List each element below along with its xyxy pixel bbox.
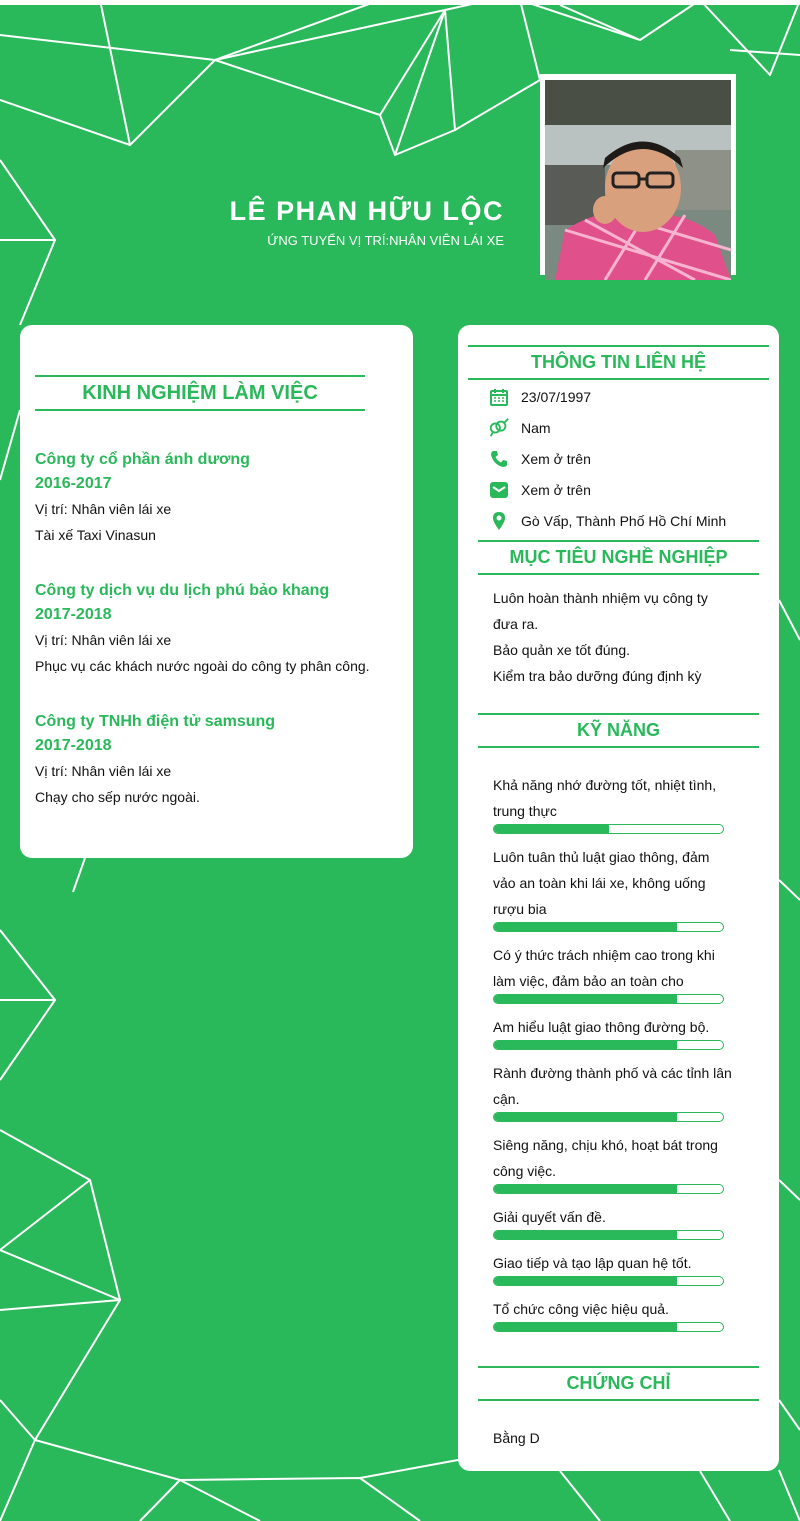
skill-bar-fill [494, 1323, 677, 1331]
contact-text: Xem ở trên [521, 451, 591, 467]
objective-line: Kiểm tra bảo dưỡng đúng định kỳ [493, 668, 702, 684]
job-entry [35, 448, 250, 548]
skill-label: Có ý thức trách nhiệm cao trong khi làm việc, đảm bảo an toàn cho [493, 947, 715, 989]
skill-bar-fill [494, 1113, 677, 1121]
contact-text: Xem ở trên [521, 482, 591, 498]
contact-text: Gò Vấp, Thành Phố Hồ Chí Minh [521, 513, 727, 529]
skill-bar-fill [494, 995, 677, 1003]
objective-line: Luôn hoàn thành nhiệm vụ công ty [493, 590, 708, 606]
job-position: Vị trí: Nhân viên lái xe [35, 763, 172, 779]
contact-title: THÔNG TIN LIÊN HỆ [468, 345, 769, 380]
skill-bar [493, 994, 724, 1004]
skill-bar [493, 922, 724, 932]
contact-text: Nam [521, 420, 551, 436]
objective-text [493, 585, 733, 689]
job-position: Vị trí: Nhân viên lái xe [35, 501, 172, 517]
job-company: Công ty TNHh điện tử samsung [35, 713, 276, 730]
skill-label: Am hiểu luật giao thông đường bộ. [493, 1019, 710, 1035]
skill-bar-fill [494, 923, 677, 931]
sidebar-card [458, 325, 779, 1471]
email-icon [488, 479, 510, 501]
skill-bar [493, 1040, 724, 1050]
job-years: 2016-2017 [35, 475, 112, 492]
contact-gender [488, 415, 551, 441]
location-icon [488, 510, 510, 532]
skills-title: KỸ NĂNG [478, 713, 759, 748]
skill-bar [493, 1276, 724, 1286]
skill-bar-fill [494, 825, 609, 833]
skill-label: Khả năng nhớ đường tốt, nhiệt tình, trung thực [493, 777, 717, 819]
job-company: Công ty cổ phần ánh dương [35, 451, 250, 468]
skill-bar-fill [494, 1185, 677, 1193]
skill-label: Giải quyết vấn đề. [493, 1209, 606, 1225]
skill-bar [493, 1112, 724, 1122]
contact-phone [488, 446, 591, 472]
contact-birthday [488, 384, 591, 410]
certificate-item: Bằng D [493, 1430, 540, 1446]
skill-bar-fill [494, 1277, 677, 1285]
top-strip [0, 0, 800, 5]
job-entry [35, 710, 275, 810]
objective-line: Bảo quản xe tốt đúng. [493, 642, 630, 658]
gender-icon [488, 417, 510, 439]
job-years: 2017-2018 [35, 606, 112, 623]
skill-label: Giao tiếp và tạo lập quan hệ tốt. [493, 1255, 692, 1271]
contact-email [488, 477, 591, 503]
skill-bar-fill [494, 1041, 677, 1049]
job-position: Vị trí: Nhân viên lái xe [35, 632, 172, 648]
certificates-title: CHỨNG CHỈ [478, 1366, 759, 1401]
contact-text: 23/07/1997 [521, 389, 592, 405]
objective-line: đưa ra. [493, 616, 539, 632]
skill-bar [493, 824, 724, 834]
calendar-icon [488, 386, 510, 408]
skill-bar-fill [494, 1231, 677, 1239]
skill-label: Siêng năng, chịu khó, hoạt bát trong công việc. [493, 1137, 718, 1179]
job-company: Công ty dịch vụ du lịch phú bảo khang [35, 582, 330, 599]
job-description: Phục vụ các khách nước ngoài do công ty phân công. [35, 658, 370, 674]
objective-title: MỤC TIÊU NGHỀ NGHIỆP [478, 540, 759, 575]
experience-title: KINH NGHIỆM LÀM VIỆC [35, 375, 365, 411]
contact-address [488, 508, 726, 534]
job-entry [35, 579, 370, 679]
skill-bar [493, 1184, 724, 1194]
skill-label: Tổ chức công việc hiệu quả. [493, 1301, 669, 1317]
skill-label: Rành đường thành phố và các tỉnh lân cận. [493, 1065, 732, 1107]
job-title-subtitle: ỨNG TUYỂN VỊ TRÍ:NHÂN VIÊN LÁI XE [267, 233, 504, 248]
avatar [545, 80, 731, 280]
skill-label: Luôn tuân thủ luật giao thông, đảm vảo an toàn khi lái xe, không uống rượu bia [493, 849, 710, 917]
job-years: 2017-2018 [35, 737, 112, 754]
skill-bar [493, 1322, 724, 1332]
candidate-name: LÊ PHAN HỮU LỘC [229, 196, 504, 226]
skill-bar [493, 1230, 724, 1240]
experience-card [20, 325, 413, 858]
phone-icon [488, 448, 510, 470]
job-description: Tài xế Taxi Vinasun [35, 527, 156, 543]
job-description: Chạy cho sếp nước ngoài. [35, 789, 200, 805]
